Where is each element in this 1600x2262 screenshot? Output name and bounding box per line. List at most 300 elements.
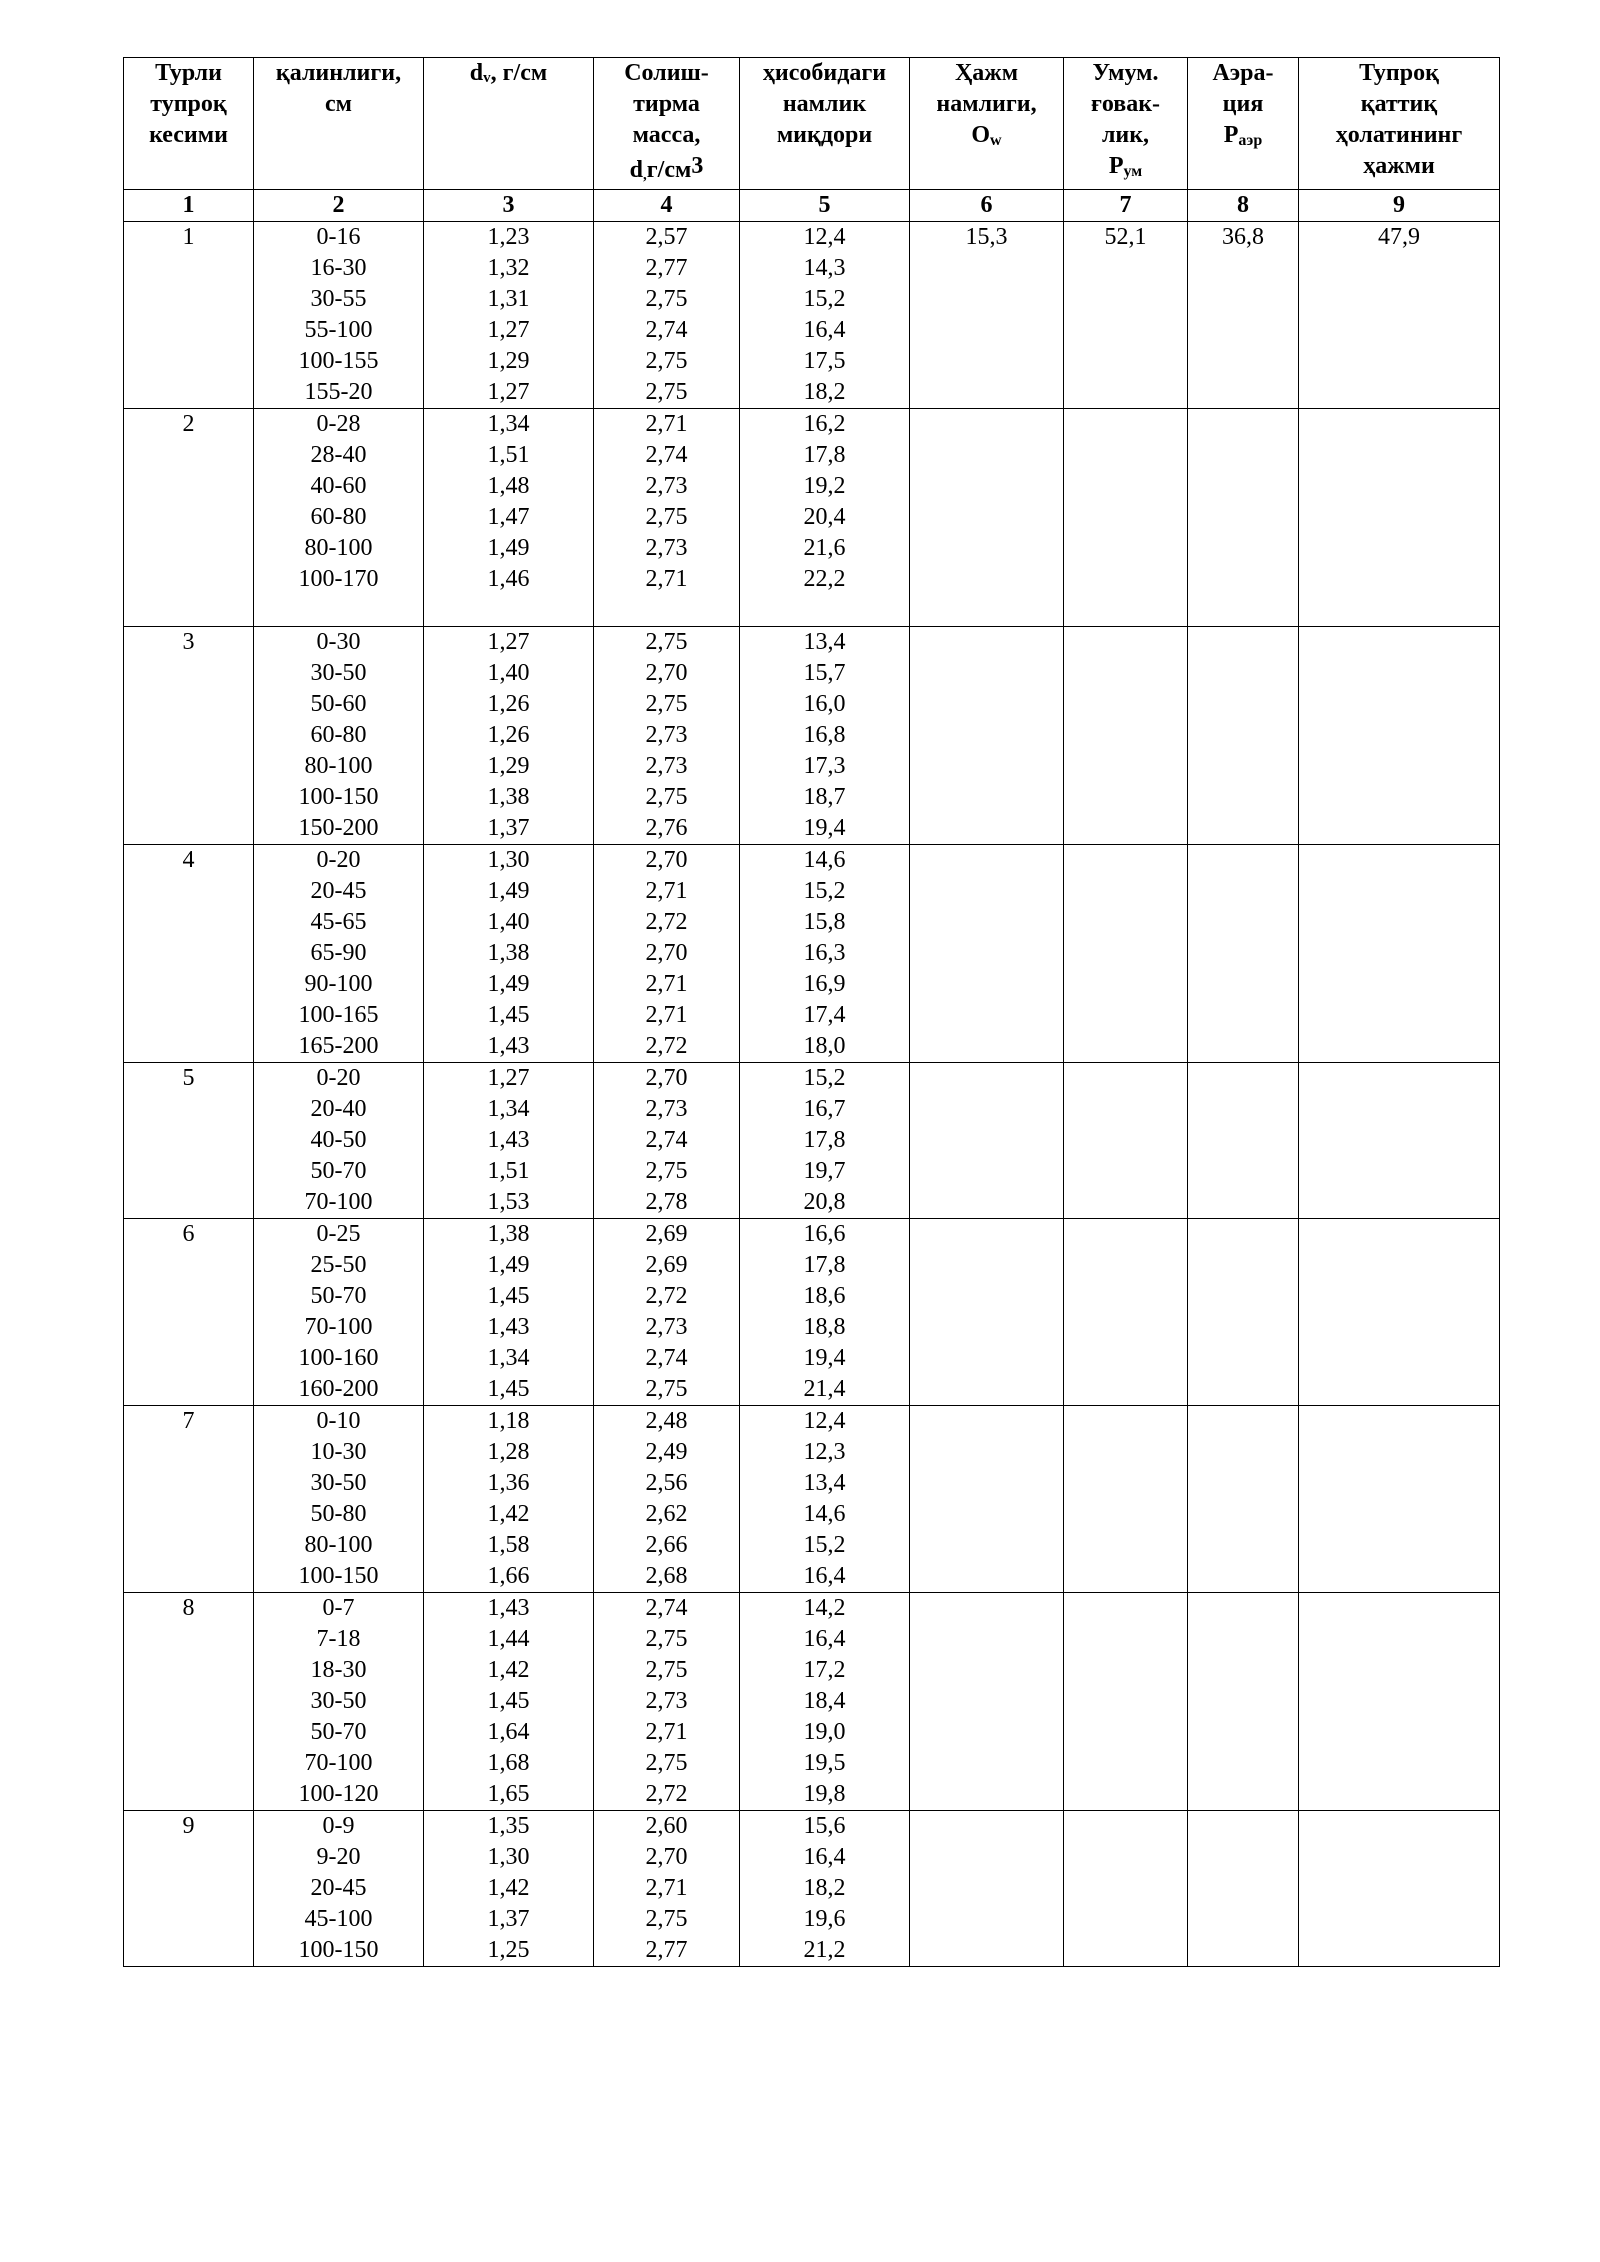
specific-mass-value: 2,48 [645,1408,688,1434]
thickness-value: 20-45 [310,1875,367,1901]
specific-mass-value: 2,74 [645,1345,688,1371]
bulk-density-value: 1,45 [487,1002,530,1028]
thickness-value: 28-40 [310,442,367,468]
specific-mass-value: 2,56 [645,1470,688,1496]
table-cell [1064,1406,1188,1593]
table-cell [1064,1219,1188,1406]
table-cell [1064,627,1188,845]
table-cell [254,1406,424,1593]
thickness-value: 30-50 [310,1688,367,1714]
table-cell [424,1593,594,1811]
thickness-value: 70-100 [304,1314,373,1340]
specific-mass-value: 2,71 [645,566,688,592]
specific-mass-value: 2,77 [645,255,688,281]
table-cell [424,222,594,409]
profile-number: 8 [182,1595,195,1621]
table-cell [594,845,740,1063]
bulk-density-value: 1,27 [487,379,530,405]
bulk-density-value: 1,58 [487,1532,530,1558]
table-cell [594,1811,740,1967]
bulk-density-value: 1,43 [487,1127,530,1153]
bulk-density-value: 1,29 [487,348,530,374]
specific-mass-value: 2,75 [645,1657,688,1683]
moisture-content-value: 15,7 [803,660,846,686]
thickness-value: 40-50 [310,1127,367,1153]
thickness-value: 18-30 [310,1657,367,1683]
moisture-content-value: 17,8 [803,1252,846,1278]
moisture-content-value: 17,3 [803,753,846,779]
specific-mass-value: 2,71 [645,411,688,437]
thickness-value: 40-60 [310,473,367,499]
thickness-value: 165-200 [298,1033,379,1059]
thickness-value: 30-50 [310,1470,367,1496]
thickness-value: 90-100 [304,971,373,997]
specific-mass-value: 2,75 [645,1906,688,1932]
moisture-content-value: 17,8 [803,442,846,468]
table-cell [424,1219,594,1406]
specific-mass-value: 2,75 [645,1626,688,1652]
moisture-content-value: 18,8 [803,1314,846,1340]
specific-mass-value: 2,70 [645,847,688,873]
table-cell [124,222,254,409]
specific-mass-value: 2,75 [645,1376,688,1402]
moisture-content-value: 21,6 [803,535,846,561]
specific-mass-value: 2,74 [645,317,688,343]
specific-mass-value: 2,74 [645,1595,688,1621]
table-cell [594,627,740,845]
moisture-content-value: 20,8 [803,1189,846,1215]
moisture-content-value: 15,2 [803,1065,846,1091]
moisture-content-value: 15,2 [803,1532,846,1558]
table-cell [1064,1063,1188,1219]
moisture-content-value: 16,3 [803,940,846,966]
bulk-density-value: 1,37 [487,815,530,841]
moisture-content-value: 18,2 [803,379,846,405]
moisture-content-value: 16,4 [803,1626,846,1652]
specific-mass-value: 2,75 [645,629,688,655]
thickness-value: 100-160 [298,1345,379,1371]
table-cell [740,222,910,409]
moisture-content-value: 19,4 [803,815,846,841]
table-cell [254,1063,424,1219]
thickness-value: 150-200 [298,815,379,841]
table-row [124,845,1500,1063]
bulk-density-value: 1,27 [487,1065,530,1091]
moisture-content-value: 16,4 [803,1563,846,1589]
table-row [124,627,1500,845]
specific-mass-value: 2,72 [645,1781,688,1807]
bulk-density-value: 1,18 [487,1408,530,1434]
table-cell [424,409,594,627]
specific-mass-value: 2,71 [645,971,688,997]
thickness-value: 20-45 [310,878,367,904]
specific-mass-value: 2,70 [645,1065,688,1091]
thickness-value: 0-25 [316,1221,361,1247]
table-row [124,1593,1500,1811]
table-cell [254,845,424,1063]
table-cell [740,1406,910,1593]
bulk-density-value: 1,48 [487,473,530,499]
header-volumetric-moisture: Ҳажм намлиги, $О_w$ [910,58,1064,190]
table-cell [124,1406,254,1593]
moisture-content-value: 17,8 [803,1127,846,1153]
thickness-value: 0-7 [322,1595,355,1621]
thickness-value: 70-100 [304,1189,373,1215]
table-cell [254,1593,424,1811]
bulk-density-value: 1,51 [487,1158,530,1184]
table-cell [910,409,1064,627]
moisture-content-value: 18,4 [803,1688,846,1714]
thickness-value: 100-170 [298,566,379,592]
table-row [124,1219,1500,1406]
table-cell [1064,1811,1188,1967]
moisture-content-value: 14,2 [803,1595,846,1621]
column-number: 4 [594,190,740,222]
moisture-content-value: 16,4 [803,317,846,343]
table-cell [594,1593,740,1811]
column-number: 6 [910,190,1064,222]
specific-mass-value: 2,77 [645,1937,688,1963]
moisture-content-value: 21,2 [803,1937,846,1963]
column-number: 2 [254,190,424,222]
moisture-content-value: 16,8 [803,722,846,748]
header-aeration: Аэра- ция $Р_{аэр}$ [1188,58,1299,190]
table-cell [740,845,910,1063]
table-cell [740,1593,910,1811]
thickness-value: 70-100 [304,1750,373,1776]
table-row [124,222,1500,409]
thickness-value: 65-90 [310,940,367,966]
table-cell [1299,1063,1500,1219]
solid-volume-value: 47,9 [1378,224,1420,250]
table-cell [1188,1406,1299,1593]
table-cell [124,1219,254,1406]
header-row [124,58,1500,190]
table-cell [424,1063,594,1219]
moisture-content-value: 18,7 [803,784,846,810]
moisture-content-value: 19,7 [803,1158,846,1184]
bulk-density-value: 1,49 [487,878,530,904]
soil-properties-table [123,57,1500,1967]
specific-mass-value: 2,73 [645,753,688,779]
table-cell [740,1063,910,1219]
moisture-content-value: 17,2 [803,1657,846,1683]
table-row [124,1811,1500,1967]
column-number: 9 [1299,190,1500,222]
specific-mass-value: 2,70 [645,940,688,966]
moisture-content-value: 15,8 [803,909,846,935]
profile-number: 1 [182,224,195,250]
specific-mass-value: 2,75 [645,1158,688,1184]
bulk-density-value: 1,37 [487,1906,530,1932]
thickness-value: 155-20 [304,379,373,405]
bulk-density-value: 1,43 [487,1033,530,1059]
thickness-value: 80-100 [304,535,373,561]
bulk-density-value: 1,66 [487,1563,530,1589]
header-profile: Турли тупроқ кесими [124,58,254,190]
table-cell [124,845,254,1063]
moisture-content-value: 16,0 [803,691,846,717]
specific-mass-value: 2,71 [645,1875,688,1901]
thickness-value: 50-60 [310,691,367,717]
bulk-density-value: 1,38 [487,1221,530,1247]
table-cell [254,409,424,627]
bulk-density-value: 1,27 [487,317,530,343]
header-bulk-density: $d_v$, г/см [424,58,594,190]
table-cell [424,845,594,1063]
moisture-content-value: 19,5 [803,1750,846,1776]
table-cell [1188,627,1299,845]
table-cell [254,1811,424,1967]
header-moisture-content: ҳисобидаги намлик миқдори [740,58,910,190]
moisture-content-value: 19,2 [803,473,846,499]
specific-mass-value: 2,71 [645,878,688,904]
table-cell [1299,409,1500,627]
table-cell [254,1219,424,1406]
thickness-value: 0-16 [316,224,361,250]
profile-number: 7 [182,1408,195,1434]
column-number-row [124,190,1500,222]
table-cell [910,845,1064,1063]
specific-mass-value: 2,70 [645,660,688,686]
bulk-density-value: 1,26 [487,691,530,717]
table-cell [1188,222,1299,409]
table-cell [124,627,254,845]
table-cell [740,627,910,845]
thickness-value: 7-18 [316,1626,361,1652]
column-number: 7 [1064,190,1188,222]
specific-mass-value: 2,75 [645,379,688,405]
specific-mass-value: 2,75 [645,286,688,312]
bulk-density-value: 1,32 [487,255,530,281]
column-number: 8 [1188,190,1299,222]
table-cell [594,409,740,627]
header-thickness: қалинлиги, см [254,58,424,190]
specific-mass-value: 2,72 [645,909,688,935]
bulk-density-value: 1,68 [487,1750,530,1776]
bulk-density-value: 1,28 [487,1439,530,1465]
table-cell [254,222,424,409]
specific-mass-value: 2,49 [645,1439,688,1465]
specific-mass-value: 2,74 [645,1127,688,1153]
specific-mass-value: 2,75 [645,504,688,530]
thickness-value: 50-70 [310,1158,367,1184]
bulk-density-value: 1,29 [487,753,530,779]
thickness-value: 60-80 [310,722,367,748]
bulk-density-value: 1,23 [487,224,530,250]
specific-mass-value: 2,74 [645,442,688,468]
specific-mass-value: 2,73 [645,1688,688,1714]
specific-mass-value: 2,68 [645,1563,688,1589]
table-cell [910,1406,1064,1593]
thickness-value: 100-165 [298,1002,379,1028]
moisture-content-value: 15,6 [803,1813,846,1839]
specific-mass-value: 2,76 [645,815,688,841]
profile-number: 4 [182,847,195,873]
specific-mass-value: 2,66 [645,1532,688,1558]
moisture-content-value: 17,4 [803,1002,846,1028]
specific-mass-value: 2,62 [645,1501,688,1527]
table-cell [1299,1811,1500,1967]
table-cell [1188,1593,1299,1811]
thickness-value: 160-200 [298,1376,379,1402]
thickness-value: 55-100 [304,317,373,343]
moisture-content-value: 19,4 [803,1345,846,1371]
table-cell [1299,845,1500,1063]
thickness-value: 80-100 [304,1532,373,1558]
table-cell [594,1406,740,1593]
table-cell [910,1811,1064,1967]
thickness-value: 30-50 [310,660,367,686]
table-cell [424,1811,594,1967]
moisture-content-value: 14,6 [803,1501,846,1527]
thickness-value: 0-28 [316,411,361,437]
moisture-content-value: 16,9 [803,971,846,997]
thickness-value: 30-55 [310,286,367,312]
moisture-content-value: 14,3 [803,255,846,281]
table-cell [1299,1593,1500,1811]
specific-mass-value: 2,73 [645,722,688,748]
thickness-value: 100-150 [298,1563,379,1589]
column-number: 3 [424,190,594,222]
moisture-content-value: 12,3 [803,1439,846,1465]
bulk-density-value: 1,51 [487,442,530,468]
moisture-content-value: 13,4 [803,629,846,655]
bulk-density-value: 1,34 [487,411,530,437]
moisture-content-value: 13,4 [803,1470,846,1496]
moisture-content-value: 16,4 [803,1844,846,1870]
bulk-density-value: 1,42 [487,1501,530,1527]
specific-mass-value: 2,73 [645,1314,688,1340]
table-cell [594,1219,740,1406]
header-specific-mass: Солиш- тирма масса, $d_,г/см^3$ [594,58,740,190]
thickness-value: 100-150 [298,784,379,810]
specific-mass-value: 2,73 [645,535,688,561]
thickness-value: 0-30 [316,629,361,655]
moisture-content-value: 16,2 [803,411,846,437]
moisture-content-value: 15,2 [803,286,846,312]
thickness-value: 16-30 [310,255,367,281]
moisture-content-value: 19,6 [803,1906,846,1932]
bulk-density-value: 1,44 [487,1626,530,1652]
table-cell [1299,222,1500,409]
thickness-value: 0-20 [316,1065,361,1091]
table-cell [1064,222,1188,409]
table-cell [910,1219,1064,1406]
thickness-value: 45-100 [304,1906,373,1932]
table-row [124,1406,1500,1593]
bulk-density-value: 1,36 [487,1470,530,1496]
bulk-density-value: 1,30 [487,1844,530,1870]
profile-number: 9 [182,1813,195,1839]
table-cell [254,627,424,845]
moisture-content-value: 12,4 [803,1408,846,1434]
table-cell [1299,1219,1500,1406]
table-cell [424,627,594,845]
profile-number: 5 [182,1065,195,1091]
profile-number: 2 [182,411,195,437]
bulk-density-value: 1,43 [487,1595,530,1621]
bulk-density-value: 1,47 [487,504,530,530]
table-cell [1299,627,1500,845]
specific-mass-value: 2,69 [645,1252,688,1278]
table-cell [1188,1811,1299,1967]
thickness-value: 0-9 [322,1813,355,1839]
moisture-content-value: 16,6 [803,1221,846,1247]
table-row [124,1063,1500,1219]
bulk-density-value: 1,45 [487,1283,530,1309]
thickness-value: 10-30 [310,1439,367,1465]
thickness-value: 50-70 [310,1719,367,1745]
bulk-density-value: 1,53 [487,1189,530,1215]
header-total-porosity: Умум. ғовак- лик, $Р_{ум}$ [1064,58,1188,190]
bulk-density-value: 1,34 [487,1345,530,1371]
table-cell [740,409,910,627]
thickness-value: 60-80 [310,504,367,530]
specific-mass-value: 2,60 [645,1813,688,1839]
moisture-content-value: 18,0 [803,1033,846,1059]
moisture-content-value: 21,4 [803,1376,846,1402]
table-cell [594,222,740,409]
thickness-value: 20-40 [310,1096,367,1122]
table-cell [1064,409,1188,627]
moisture-content-value: 19,0 [803,1719,846,1745]
bulk-density-value: 1,49 [487,971,530,997]
moisture-content-value: 17,5 [803,348,846,374]
specific-mass-value: 2,75 [645,348,688,374]
bulk-density-value: 1,27 [487,629,530,655]
table-cell [1188,845,1299,1063]
thickness-value: 0-20 [316,847,361,873]
table-cell [740,1811,910,1967]
table-cell [594,1063,740,1219]
aeration-value: 36,8 [1222,224,1264,250]
moisture-content-value: 14,6 [803,847,846,873]
thickness-value: 25-50 [310,1252,367,1278]
table-cell [124,1811,254,1967]
bulk-density-value: 1,43 [487,1314,530,1340]
bulk-density-value: 1,40 [487,909,530,935]
thickness-value: 0-10 [316,1408,361,1434]
bulk-density-value: 1,31 [487,286,530,312]
moisture-content-value: 16,7 [803,1096,846,1122]
specific-mass-value: 2,70 [645,1844,688,1870]
bulk-density-value: 1,40 [487,660,530,686]
table-row [124,409,1500,627]
specific-mass-value: 2,69 [645,1221,688,1247]
moisture-content-value: 12,4 [803,224,846,250]
specific-mass-value: 2,72 [645,1283,688,1309]
bulk-density-value: 1,64 [487,1719,530,1745]
specific-mass-value: 2,75 [645,784,688,810]
thickness-value: 50-70 [310,1283,367,1309]
table-cell [124,409,254,627]
thickness-value: 9-20 [316,1844,361,1870]
thickness-value: 80-100 [304,753,373,779]
bulk-density-value: 1,35 [487,1813,530,1839]
bulk-density-value: 1,38 [487,940,530,966]
bulk-density-value: 1,46 [487,566,530,592]
table-cell [1188,1063,1299,1219]
table-cell [910,222,1064,409]
total-porosity-value: 52,1 [1104,224,1147,250]
bulk-density-value: 1,45 [487,1376,530,1402]
moisture-content-value: 15,2 [803,878,846,904]
table-cell [1064,1593,1188,1811]
thickness-value: 100-120 [298,1781,379,1807]
thickness-value: 100-155 [298,348,379,374]
bulk-density-value: 1,26 [487,722,530,748]
